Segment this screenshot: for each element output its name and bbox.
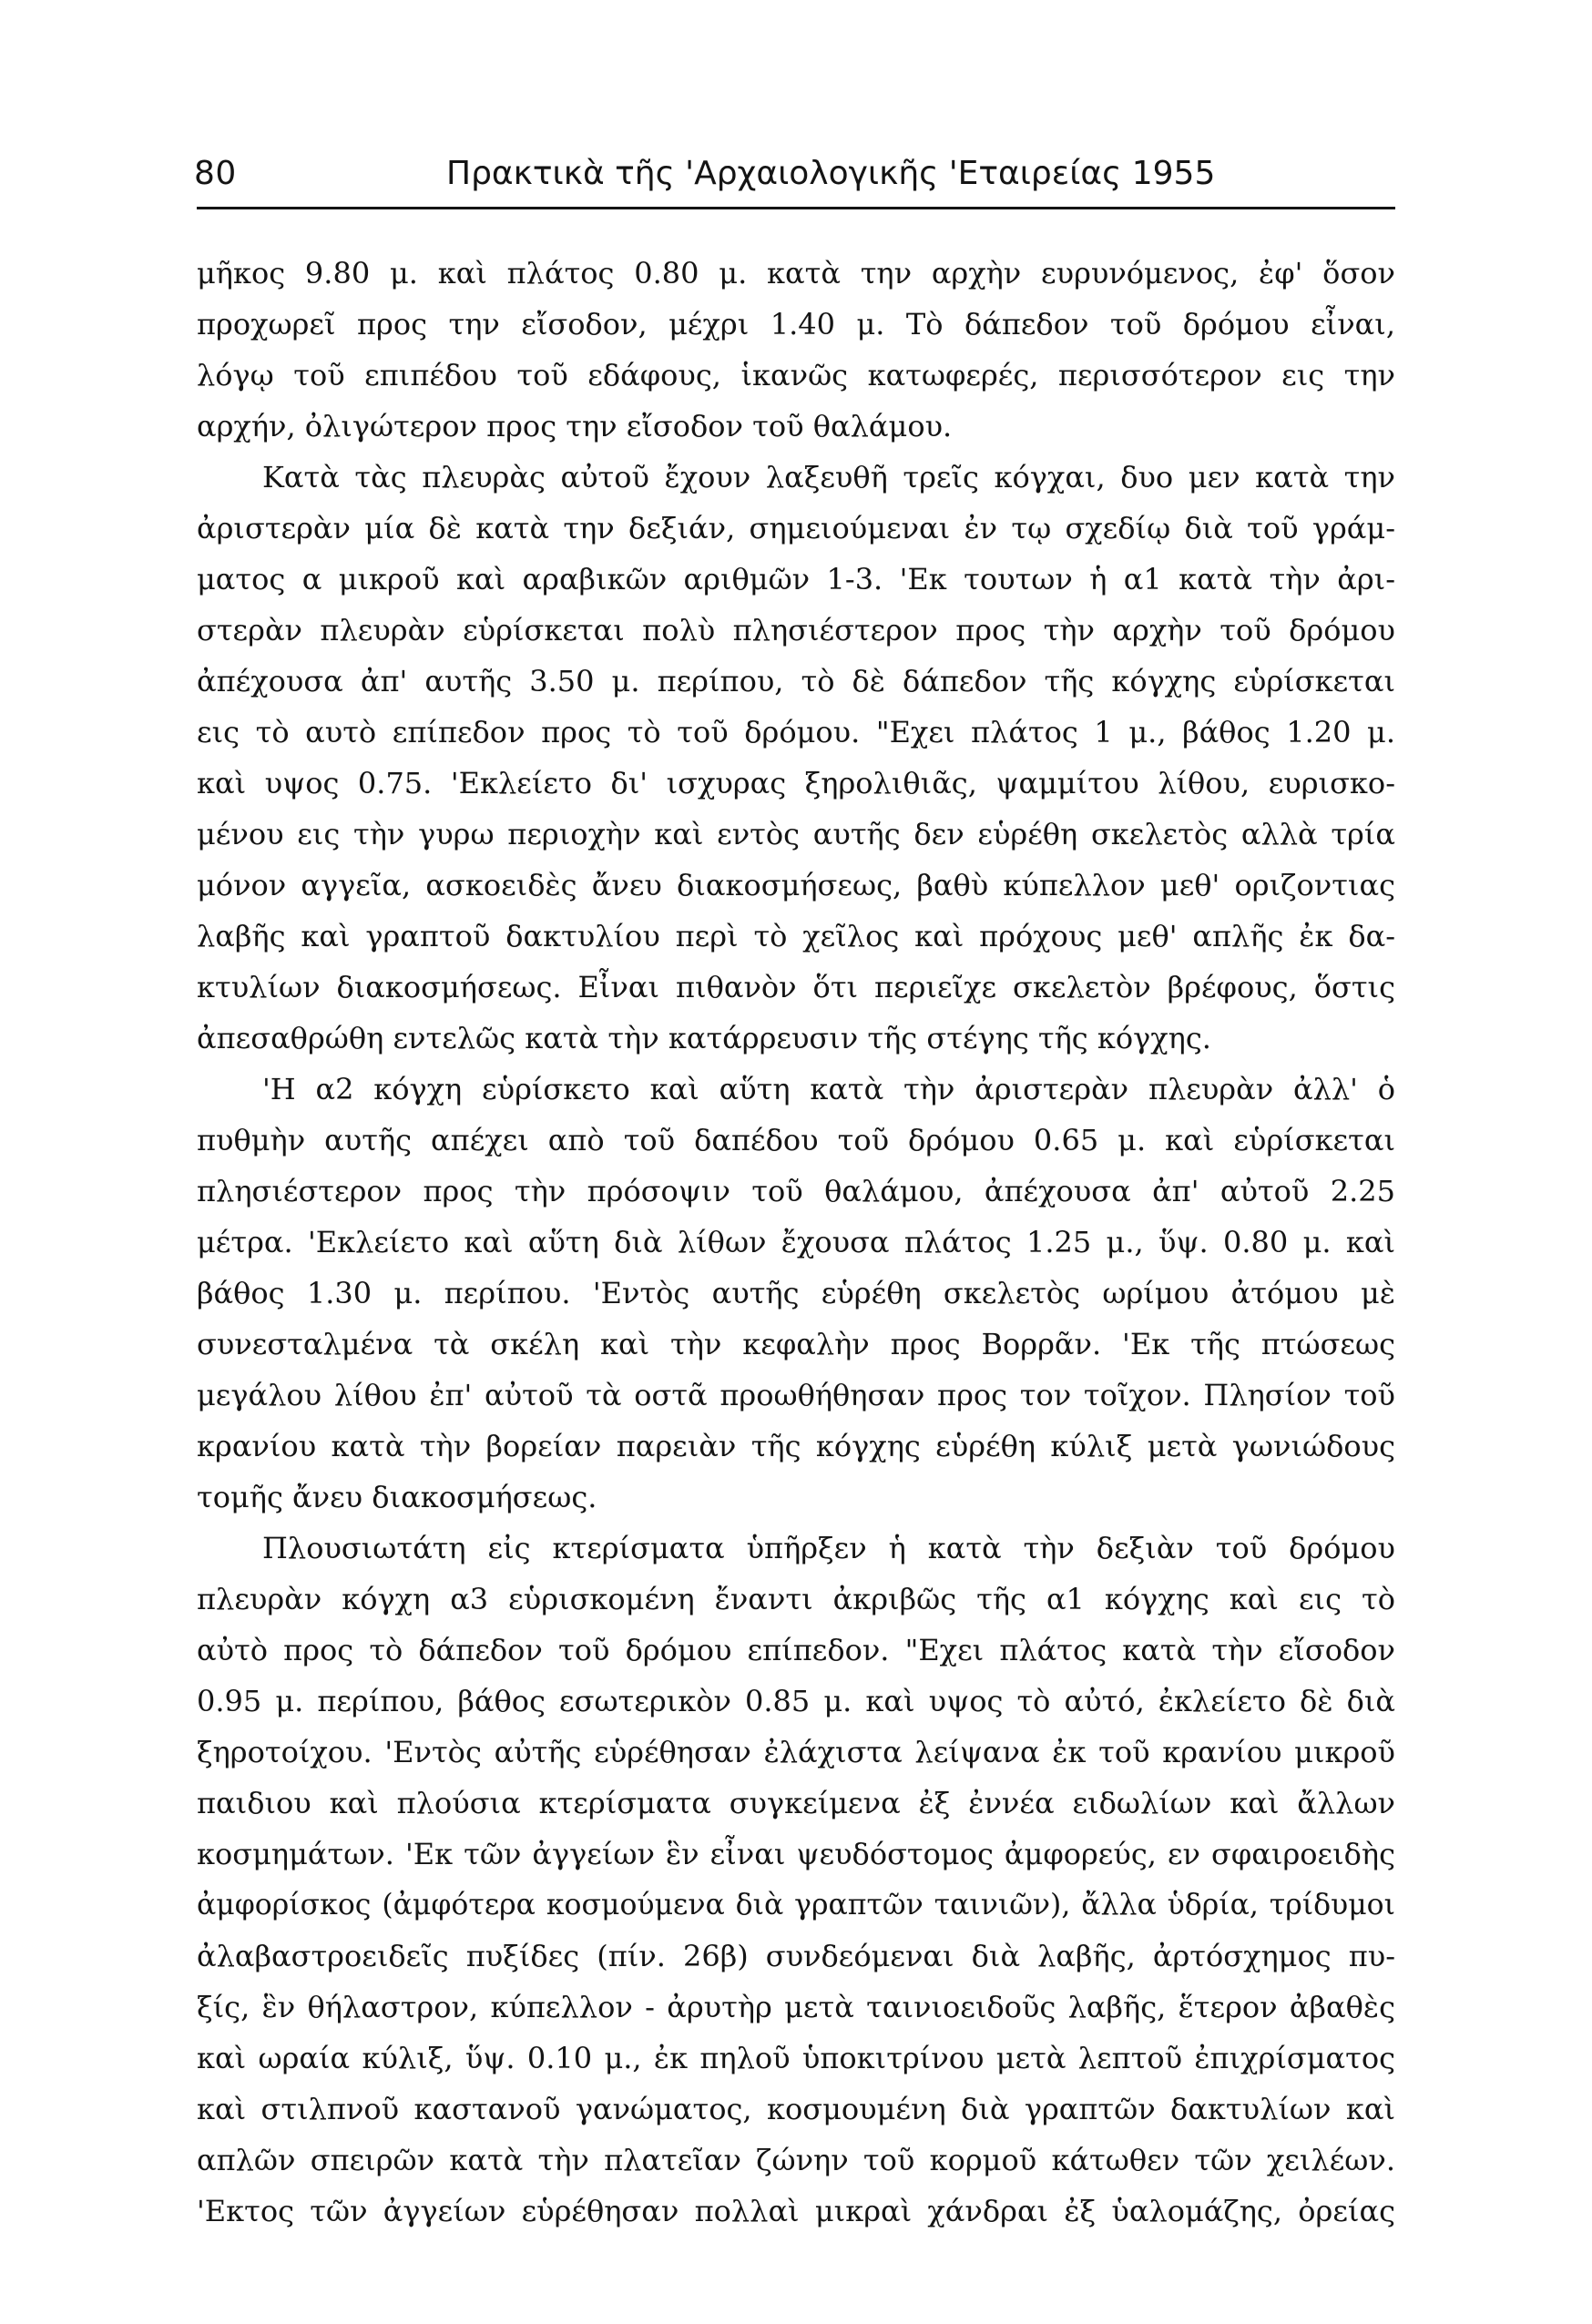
text-line: συνεσταλμένα τὰ σκέλη καὶ τὴν κεφαλὴν προς Βορρᾶν. 'Εκ τῆς πτώσεως <box>197 1327 1395 1361</box>
text-line: λόγῳ τοῦ επιπέδου τοῦ εδάφους, ἱκανῶς κατωφερές, περισσότερον εις την <box>197 358 1395 392</box>
text-line: 0.95 μ. περίπου, βάθος εσωτερικὸν 0.85 μ. καὶ υψος τὸ αὐτό, ἐκλείετο δὲ διὰ <box>197 1684 1395 1718</box>
text-line: ματος α μικροῦ καὶ αραβικῶν αριθμῶν 1-3. 'Εκ τουτων ἡ α1 κατὰ τὴν ἀρι- <box>197 562 1395 596</box>
text-line: πλευρὰν κόγχη α3 εὑρισκομένη ἔναντι ἀκριβῶς τῆς α1 κόγχης καὶ εις τὸ <box>197 1582 1395 1616</box>
text-line: πυθμὴν αυτῆς απέχει απὸ τοῦ δαπέδου τοῦ δρόμου 0.65 μ. καὶ εὑρίσκεται <box>197 1123 1395 1157</box>
text-line: μένου εις τὴν γυρω περιοχὴν καὶ εντὸς αυτῆς δεν εὑρέθη σκελετὸς αλλὰ τρία <box>197 817 1395 851</box>
text-line: λαβῆς καὶ γραπτοῦ δακτυλίου περὶ τὸ χεῖλος καὶ πρόχους μεθ' απλῆς ἐκ δα- <box>197 919 1395 953</box>
text-line: μόνον αγγεῖα, ασκοειδὲς ἄνευ διακοσμήσεως, βαθὺ κύπελλον μεθ' οριζοντιας <box>197 868 1395 902</box>
text-line: παιδιου καὶ πλούσια κτερίσματα συγκείμενα ἐξ ἐννέα ειδωλίων καὶ ἄλλων <box>197 1786 1395 1820</box>
text-line: κρανίου κατὰ τὴν βορείαν παρειὰν τῆς κόγχης εὑρέθη κύλιξ μετὰ γωνιώδους <box>197 1429 1395 1463</box>
text-line: καὶ ωραία κύλιξ, ὕψ. 0.10 μ., ἐκ πηλοῦ ὑποκιτρίνου μετὰ λεπτοῦ ἐπιχρίσματος <box>197 2041 1395 2075</box>
text-line: μέτρα. 'Εκλείετο καὶ αὕτη διὰ λίθων ἔχουσα πλάτος 1.25 μ., ὕψ. 0.80 μ. καὶ <box>197 1225 1395 1259</box>
text-line: ξίς, ἓν θήλαστρον, κύπελλον - ἀρυτὴρ μετὰ ταινιοειδοῦς λαβῆς, ἕτερον ἀβαθὲς <box>197 1990 1395 2024</box>
text-line: Πλουσιωτάτη εἰς κτερίσματα ὑπῆρξεν ἡ κατὰ τὴν δεξιὰν τοῦ δρόμου <box>262 1531 1395 1565</box>
text-line: ἀριστερὰν μία δὲ κατὰ την δεξιάν, σημειούμεναι ἐν τῳ σχεδίῳ διὰ τοῦ γράμ- <box>197 511 1395 545</box>
running-title: Πρακτικὰ τῆς 'Αρχαιολογικῆς 'Εταιρείας 1955 <box>446 155 1216 192</box>
text-line: ἀπέχουσα ἀπ' αυτῆς 3.50 μ. περίπου, τὸ δὲ δάπεδον τῆς κόγχης εὑρίσκεται <box>197 664 1395 698</box>
text-line: 'Εκτος τῶν ἀγγείων εὑρέθησαν πολλαὶ μικραὶ χάνδραι ἐξ ὑαλομάζης, ὀρείας <box>197 2194 1395 2228</box>
text-line: ἀμφορίσκος (ἀμφότερα κοσμούμενα διὰ γραπτῶν ταινιῶν), ἄλλα ὑδρία, τρίδυμοι <box>197 1889 1395 1921</box>
text-line: κτυλίων διακοσμήσεως. Εἶναι πιθανὸν ὅτι περιεῖχε σκελετὸν βρέφους, ὅστις <box>197 970 1395 1004</box>
text-line: εις τὸ αυτὸ επίπεδον προς τὸ τοῦ δρόμου. "Εχει πλάτος 1 μ., βάθος 1.20 μ. <box>197 715 1395 749</box>
text-line: κοσμημάτων. 'Εκ τῶν ἀγγείων ἓν εἶναι ψευδόστομος ἀμφορεύς, εν σφαιροειδὴς <box>197 1837 1395 1871</box>
text-line: πλησιέστερον προς τὴν πρόσοψιν τοῦ θαλάμου, ἀπέχουσα ἀπ' αὐτοῦ 2.25 <box>197 1174 1395 1208</box>
text-line: βάθος 1.30 μ. περίπου. 'Εντὸς αυτῆς εὑρέθη σκελετὸς ωρίμου ἀτόμου μὲ <box>197 1276 1395 1310</box>
text-line: καὶ στιλπνοῦ καστανοῦ γανώματος, κοσμουμένη διὰ γραπτῶν δακτυλίων καὶ <box>197 2092 1395 2126</box>
text-line: μεγάλου λίθου ἐπ' αὐτοῦ τὰ οστᾶ προωθήθησαν προς τον τοῖχον. Πλησίον τοῦ <box>197 1378 1395 1412</box>
text-line: ξηροτοίχου. 'Εντὸς αὐτῆς εὑρέθησαν ἐλάχιστα λείψανα ἐκ τοῦ κρανίου μικροῦ <box>197 1735 1395 1769</box>
page-number: 80 <box>194 155 237 192</box>
text-line: αὐτὸ προς τὸ δάπεδον τοῦ δρόμου επίπεδον. "Εχει πλάτος κατὰ τὴν εἴσοδον <box>197 1633 1395 1667</box>
text-line: ἀπεσαθρώθη εντελῶς κατὰ τὴν κατάρρευσιν τῆς στέγης τῆς κόγχης. <box>197 1021 1211 1055</box>
text-line: ἀλαβαστροειδεῖς πυξίδες (πίν. 26β) συνδεόμεναι διὰ λαβῆς, ἀρτόσχημος πυ- <box>197 1939 1395 1973</box>
header-rule <box>197 207 1395 209</box>
text-line: τομῆς ἄνευ διακοσμήσεως. <box>197 1480 597 1514</box>
text-line: 'Η α2 κόγχη εὑρίσκετο καὶ αὕτη κατὰ τὴν ἀριστερὰν πλευρὰν ἀλλ' ὁ <box>262 1072 1395 1106</box>
text-line: προχωρεῖ προς την εἴσοδον, μέχρι 1.40 μ. Τὸ δάπεδον τοῦ δρόμου εἶναι, <box>197 307 1395 341</box>
page-header <box>194 148 1396 202</box>
text-line: μῆκος 9.80 μ. καὶ πλάτος 0.80 μ. κατὰ την αρχὴν ευρυνόμενος, ἐφ' ὅσον <box>197 256 1395 290</box>
text-line: αρχήν, ὀλιγώτερον προς την εἴσοδον τοῦ θαλάμου. <box>197 409 953 443</box>
text-line: στερὰν πλευρὰν εὑρίσκεται πολὺ πλησιέστερον προς τὴν αρχὴν τοῦ δρόμου <box>197 613 1395 647</box>
text-line: Κατὰ τὰς πλευρὰς αὐτοῦ ἔχουν λαξευθῆ τρεῖς κόγχαι, δυο μεν κατὰ την <box>262 460 1395 494</box>
text-line: καὶ υψος 0.75. 'Εκλείετο δι' ισχυρας ξηρολιθιᾶς, ψαμμίτου λίθου, ευρισκο- <box>197 766 1395 800</box>
text-line: απλῶν σπειρῶν κατὰ τὴν πλατεῖαν ζώνην τοῦ κορμοῦ κάτωθεν τῶν χειλέων. <box>197 2143 1395 2177</box>
